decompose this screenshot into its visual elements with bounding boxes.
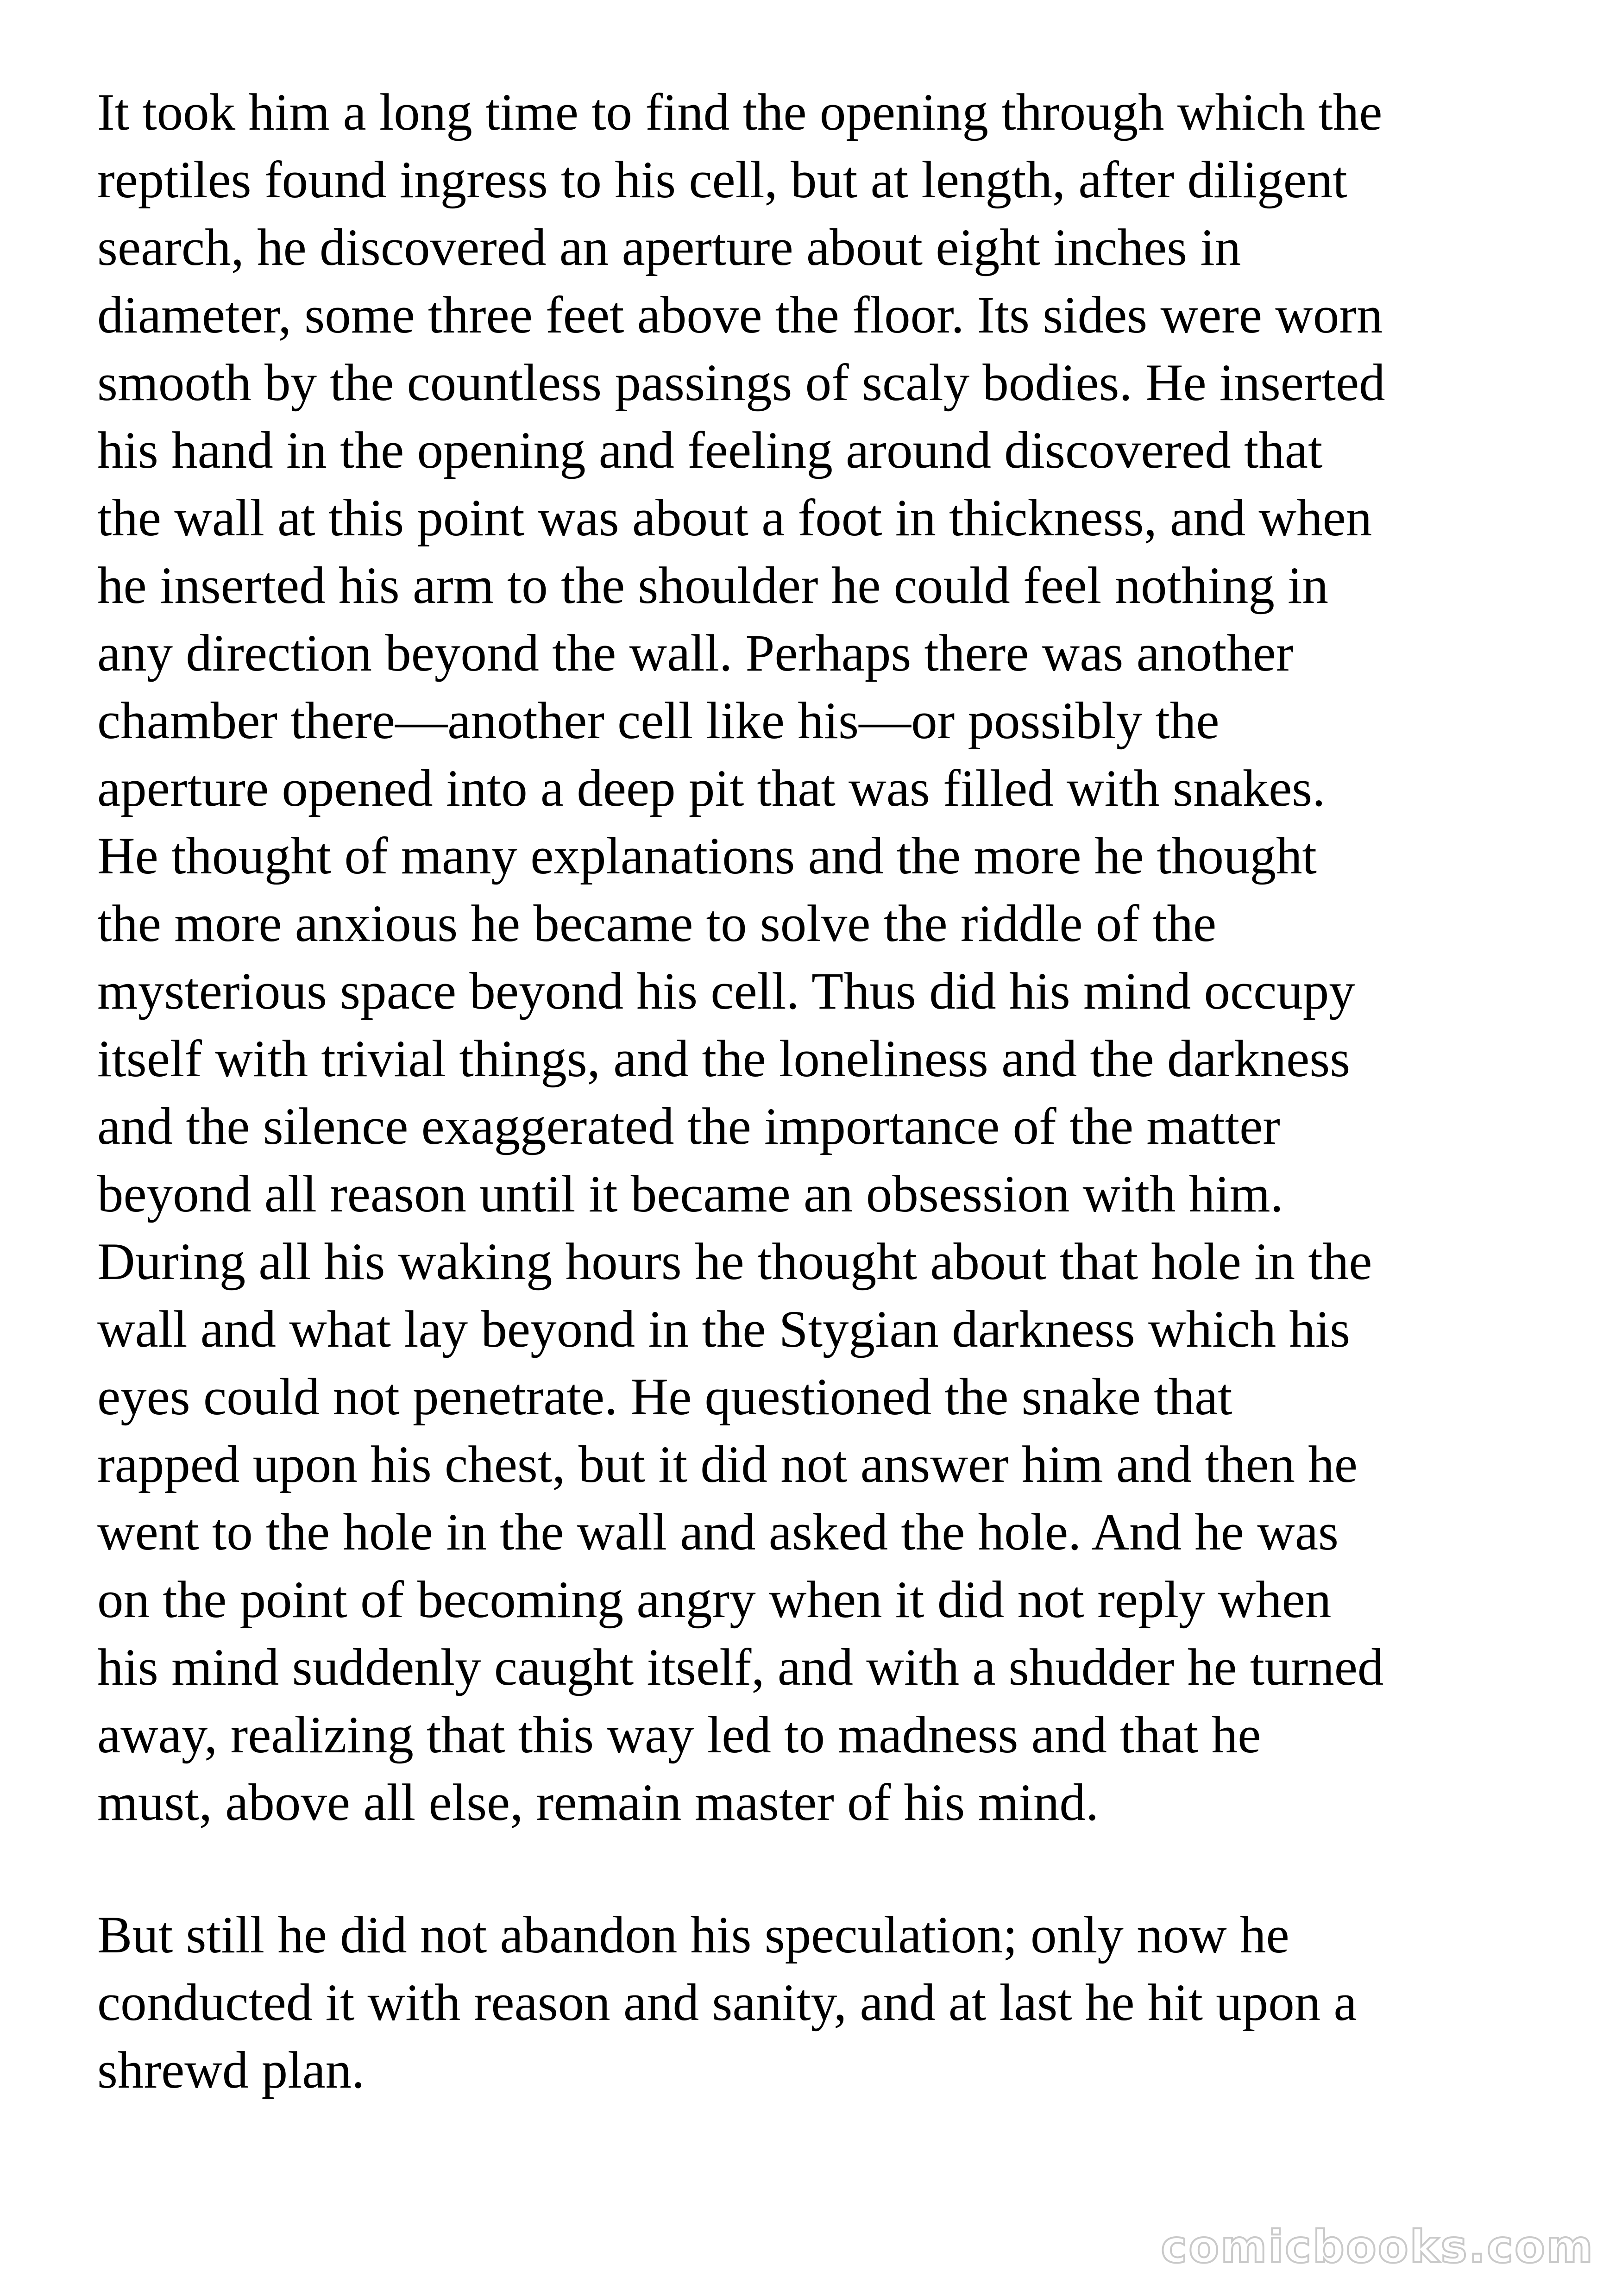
- body-text: [97, 79, 1547, 2104]
- text-line: the wall at this point was about a foot in thickness, and when: [97, 489, 1372, 547]
- text-line: beyond all reason until it became an obsession with him.: [97, 1165, 1283, 1223]
- text-line: smooth by the countless passings of scaly bodies. He inserted: [97, 354, 1385, 412]
- text-line: eyes could not penetrate. He questioned the snake that: [97, 1368, 1232, 1426]
- text-line: mysterious space beyond his cell. Thus did his mind occupy: [97, 962, 1355, 1020]
- text-line: he inserted his arm to the shoulder he could feel nothing in: [97, 557, 1328, 615]
- text-line: on the point of becoming angry when it did not reply when: [97, 1571, 1332, 1629]
- watermark-logo: comicbooks.com: [1161, 2221, 1594, 2273]
- text-line: any direction beyond the wall. Perhaps there was another: [97, 624, 1294, 682]
- text-line: aperture opened into a deep pit that was filled with snakes.: [97, 759, 1326, 817]
- text-line: must, above all else, remain master of his mind.: [97, 1774, 1099, 1832]
- paragraph-1: [97, 79, 1547, 1837]
- text-line: and the silence exaggerated the importance of the matter: [97, 1098, 1280, 1155]
- text-line: his mind suddenly caught itself, and with a shudder he turned: [97, 1638, 1384, 1696]
- text-line: itself with trivial things, and the loneliness and the darkness: [97, 1030, 1351, 1088]
- text-line: his hand in the opening and feeling around discovered that: [97, 421, 1323, 479]
- text-line: It took him a long time to find the opening through which the: [97, 83, 1383, 141]
- text-line: the more anxious he became to solve the riddle of the: [97, 895, 1217, 953]
- text-line: wall and what lay beyond in the Stygian darkness which his: [97, 1300, 1351, 1358]
- text-line: But still he did not abandon his speculation; only now he: [97, 1906, 1289, 1964]
- text-line: He thought of many explanations and the more he thought: [97, 827, 1317, 885]
- text-line: search, he discovered an aperture about eight inches in: [97, 219, 1241, 276]
- text-line: reptiles found ingress to his cell, but at length, after diligent: [97, 151, 1347, 209]
- text-line: shrewd plan.: [97, 2041, 365, 2099]
- text-line: diameter, some three feet above the floor. Its sides were worn: [97, 286, 1383, 344]
- paragraph-2: [97, 1901, 1547, 2104]
- text-line: away, realizing that this way led to madness and that he: [97, 1706, 1261, 1764]
- text-line: chamber there—another cell like his—or possibly the: [97, 692, 1220, 750]
- text-line: rapped upon his chest, but it did not answer him and then he: [97, 1436, 1358, 1493]
- text-line: went to the hole in the wall and asked the hole. And he was: [97, 1503, 1339, 1561]
- text-line: conducted it with reason and sanity, and at last he hit upon a: [97, 1974, 1357, 2032]
- text-line: During all his waking hours he thought about that hole in the: [97, 1233, 1372, 1291]
